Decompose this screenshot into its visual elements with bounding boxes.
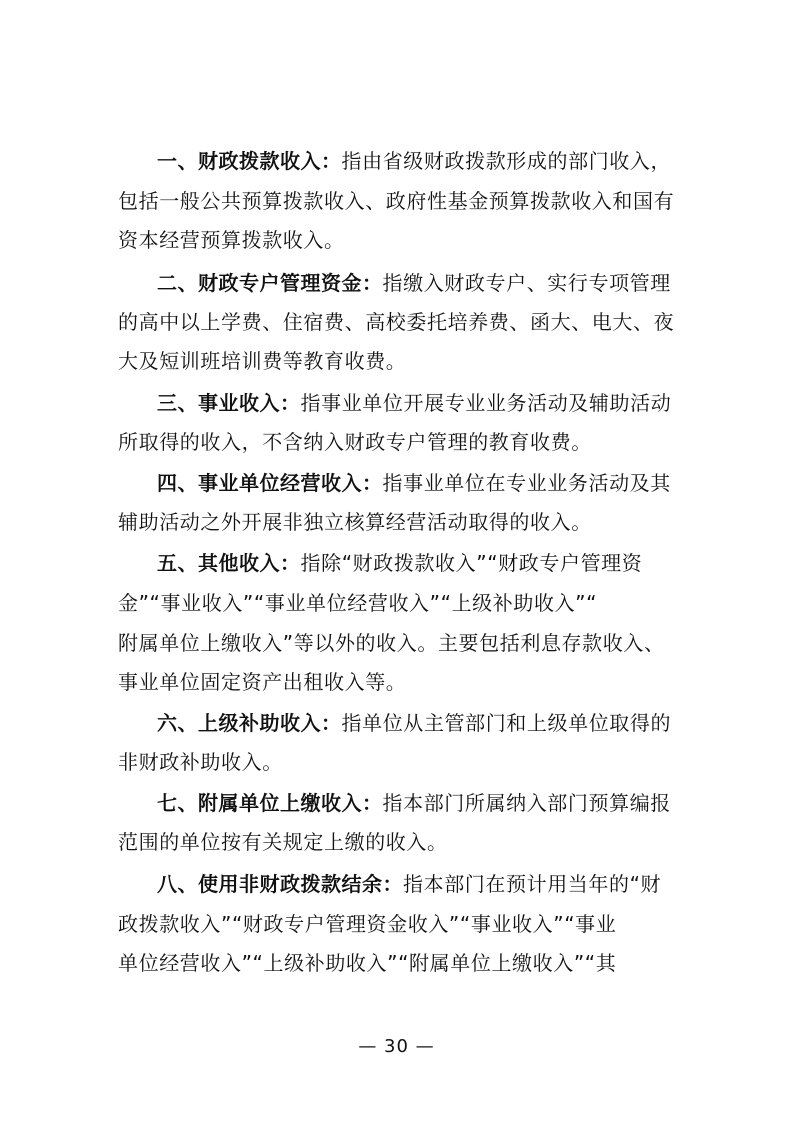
section-heading: 一、财政拨款收入： <box>157 149 342 173</box>
paragraph-line: 单位经营收入”“上级补助收入”“附属单位上缴收入”“其 <box>118 951 617 975</box>
paragraph-line: 大及短训班培训费等教育收费。 <box>118 349 407 373</box>
paragraph-line <box>157 711 671 735</box>
paragraph-line: 事业单位固定资产出租收入等。 <box>118 670 407 694</box>
paragraph-text: 指缴入财政专户、实行专项管理 <box>382 271 671 295</box>
paragraph-line: 附属单位上缴收入”等以外的收入。主要包括利息存款收入、 <box>118 631 665 655</box>
paragraph-line: 范围的单位按有关规定上缴的收入。 <box>118 830 448 854</box>
paragraph-line <box>157 149 671 173</box>
paragraph-line <box>157 791 671 815</box>
section-heading: 四、事业单位经营收入： <box>157 471 383 495</box>
page-number: — 30 — <box>358 1036 435 1057</box>
paragraph-text: 指本部门所属纳入部门预算编报 <box>382 791 671 815</box>
paragraph-line: 政拨款收入”“财政专户管理资金收入”“事业收入”“事业 <box>118 912 617 936</box>
paragraph-text: 指本部门在预计用当年的“财 <box>403 872 662 896</box>
paragraph-line: 包括一般公共预算拨款收入、政府性基金预算拨款收入和国有 <box>118 189 675 213</box>
paragraph-line <box>157 551 642 575</box>
paragraph-line: 资本经营预算拨款收入。 <box>118 228 345 252</box>
paragraph-line: 所取得的收入，不含纳入财政专户管理的教育收费。 <box>118 430 592 454</box>
section-heading: 五、其他收入： <box>157 551 301 575</box>
paragraph-line: 金”“事业收入”“事业单位经营收入”“上级补助收入”“ <box>118 591 598 615</box>
section-heading: 二、财政专户管理资金： <box>157 271 383 295</box>
paragraph-text: 指除“财政拨款收入”“财政专户管理资 <box>300 551 643 575</box>
paragraph-line: 辅助活动之外开展非独立核算经营活动取得的收入。 <box>118 510 592 534</box>
paragraph-line <box>157 271 671 295</box>
paragraph-line <box>157 391 671 415</box>
paragraph-text: 指事业单位在专业业务活动及其 <box>382 471 671 495</box>
section-heading: 八、使用非财政拨款结余： <box>157 872 403 896</box>
paragraph-text: 指单位从主管部门和上级单位取得的 <box>341 711 672 735</box>
section-heading: 六、上级补助收入： <box>157 711 342 735</box>
paragraph-line <box>157 872 661 896</box>
paragraph-text: 指由省级财政拨款形成的部门收入， <box>341 149 672 173</box>
paragraph-line: 非财政补助收入。 <box>118 750 283 774</box>
paragraph-line <box>157 471 671 495</box>
section-heading: 三、事业收入： <box>157 391 301 415</box>
section-heading: 七、附属单位上缴收入： <box>157 791 383 815</box>
paragraph-text: 指事业单位开展专业业务活动及辅助活动 <box>300 391 672 415</box>
paragraph-line: 的高中以上学费、住宿费、高校委托培养费、函大、电大、夜 <box>118 310 675 334</box>
